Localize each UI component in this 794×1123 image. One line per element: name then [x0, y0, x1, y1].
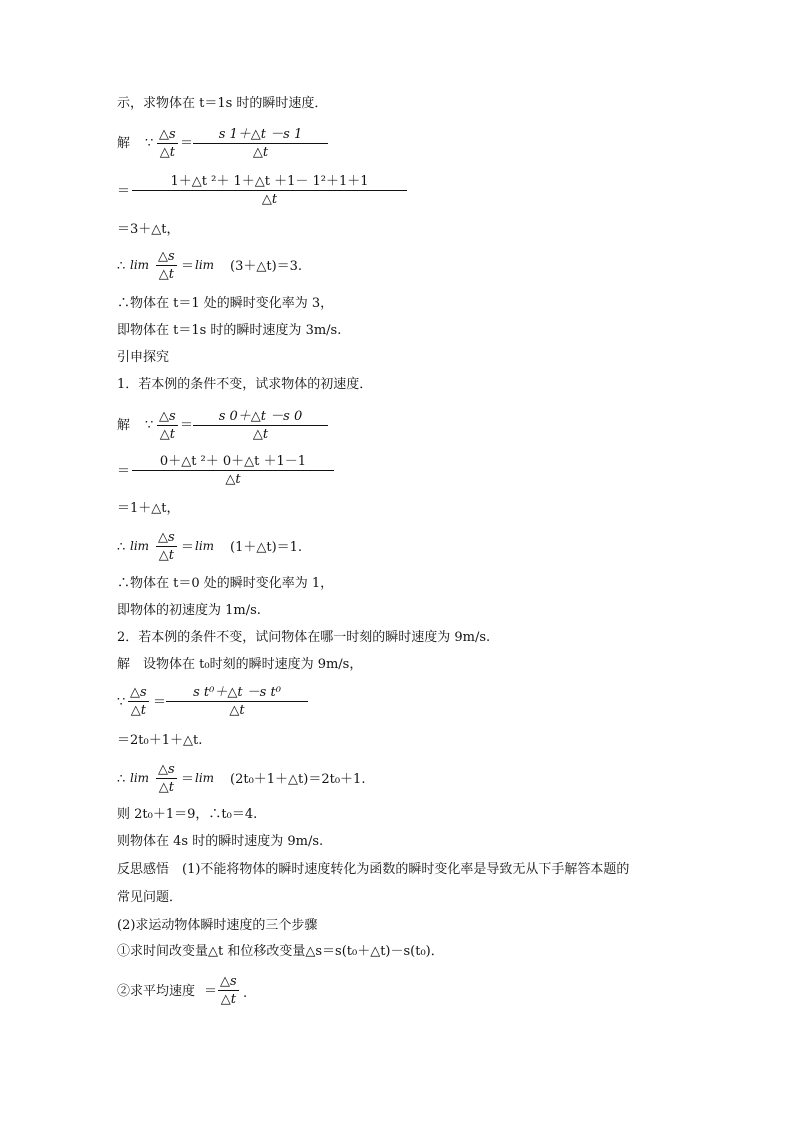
- fraction-delta-s-over-delta-t: △s △t: [158, 249, 175, 282]
- fraction-delta-s-over-delta-t: △s △t: [158, 530, 175, 563]
- limit-operator: lim: [130, 771, 150, 785]
- fraction-expanded-quotient: 0＋△t ²＋ 0＋△t ＋1－1 △t: [132, 453, 334, 488]
- equals-sign: ＝: [117, 184, 131, 199]
- fraction-difference-quotient: s 1＋△t －s 1 △t: [193, 126, 328, 161]
- result-line: ＝2t₀＋1＋△t.: [117, 733, 203, 748]
- fraction-delta-s-over-delta-t: △s △t: [159, 409, 176, 442]
- result-line: ＝1＋△t，: [117, 501, 180, 516]
- limit-operator: lim: [130, 258, 150, 272]
- fraction-delta-s-over-delta-t: △s △t: [220, 974, 237, 1007]
- fraction-delta-s-over-delta-t: △s △t: [158, 762, 175, 795]
- fraction-difference-quotient: s 0＋△t －s 0 △t: [193, 408, 328, 443]
- reflection-line: 反思感悟 (1)不能将物体的瞬时速度转化为函数的瞬时变化率是导致无从下手解答本题的: [117, 862, 630, 877]
- reflection-step-2: ②求平均速度: [117, 984, 196, 999]
- question-2: 2．若本例的条件不变，试问物体在哪一时刻的瞬时速度为 9m/s.: [117, 630, 491, 645]
- equals-sign: ＝: [181, 772, 195, 787]
- because-symbol: ∵: [145, 418, 154, 433]
- reflection-line: (2)求运动物体瞬时速度的三个步骤: [117, 918, 318, 933]
- equals-sign: ＝: [180, 136, 194, 151]
- limit-operator: lim: [130, 539, 150, 553]
- conclusion-line: 即物体的初速度为 1m/s.: [117, 603, 261, 618]
- solution-label: 解: [117, 418, 131, 433]
- fraction-delta-s-over-delta-t: △s △t: [130, 685, 147, 718]
- therefore-symbol: ∴: [117, 772, 126, 787]
- question-1: 1．若本例的条件不变，试求物体的初速度．: [117, 377, 373, 392]
- therefore-symbol: ∴: [117, 259, 126, 274]
- conclusion-line: 即物体在 t＝1s 时的瞬时速度为 3m/s.: [117, 323, 342, 338]
- limit-operator: lim: [195, 539, 215, 553]
- equals-sign: ＝: [117, 464, 131, 479]
- limit-expression: (1＋△t)＝1.: [230, 540, 303, 555]
- fraction-difference-quotient: s t⁰＋△t －s t⁰ △t: [166, 684, 308, 719]
- conclusion-line: ∴物体在 t＝0 处的瞬时变化率为 1，: [117, 576, 334, 591]
- result-line: ＝3＋△t，: [117, 222, 180, 237]
- limit-operator: lim: [195, 771, 215, 785]
- solution-intro: 解 设物体在 t₀时刻的瞬时速度为 9m/s，: [117, 657, 363, 672]
- equals-sign: ＝: [153, 695, 167, 710]
- equals-sign: ＝: [181, 540, 195, 555]
- therefore-symbol: ∴: [117, 540, 126, 555]
- reflection-line: 常见问题．: [117, 890, 183, 905]
- equals-sign: ＝: [204, 984, 218, 999]
- text-line-intro: 示，求物体在 t＝1s 时的瞬时速度．: [117, 96, 328, 111]
- because-symbol: ∵: [145, 136, 154, 151]
- solution-label: 解: [117, 136, 131, 151]
- limit-expression: (3＋△t)＝3.: [230, 259, 303, 274]
- equals-sign: ＝: [180, 418, 194, 433]
- limit-operator: lim: [195, 258, 215, 272]
- because-symbol: ∵: [117, 695, 126, 710]
- conclusion-line: ∴物体在 t＝1 处的瞬时变化率为 3，: [117, 296, 334, 311]
- period: .: [243, 986, 248, 1001]
- fraction-delta-s-over-delta-t: △s △t: [159, 127, 176, 160]
- section-title: 引申探究: [117, 350, 170, 365]
- reflection-step-1: ①求时间改变量△t 和位移改变量△s＝s(t₀＋△t)－s(t₀)．: [117, 944, 444, 959]
- fraction-expanded-quotient: 1＋△t ²＋ 1＋△t ＋1－ 1²＋1＋1 △t: [132, 173, 407, 208]
- conclusion-line: 则物体在 4s 时的瞬时速度为 9m/s.: [117, 834, 324, 849]
- result-line: 则 2t₀＋1＝9，∴t₀＝4.: [117, 807, 258, 822]
- equals-sign: ＝: [181, 259, 195, 274]
- limit-expression: (2t₀＋1＋△t)＝2t₀＋1.: [230, 772, 366, 787]
